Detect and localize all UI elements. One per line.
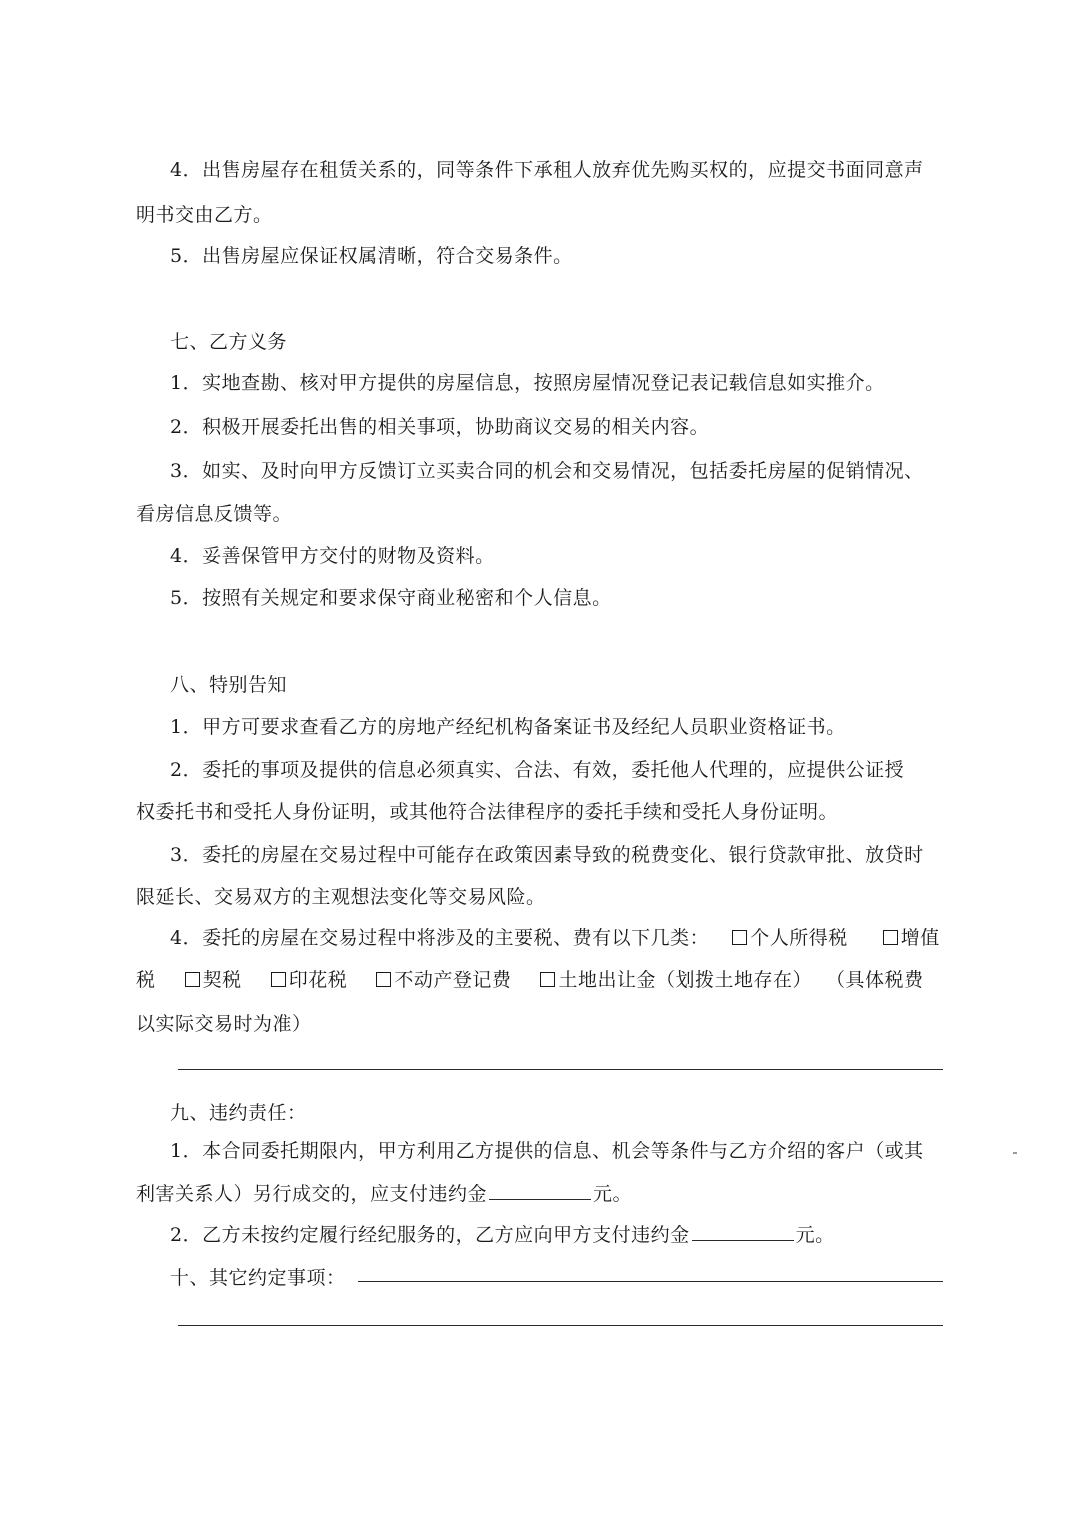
checkbox-icon [185, 972, 200, 987]
other-terms-field-line2[interactable] [178, 1325, 943, 1326]
section-10-title: 十、其它约定事项： [170, 1267, 346, 1289]
checkbox-deed-tax[interactable] [185, 969, 242, 991]
s9-item1-suffix: 元。 [593, 1183, 633, 1205]
section-7-title: 七、乙方义务 [170, 331, 288, 353]
s9-item1-line2 [136, 1181, 632, 1207]
s7-item3-line1: 3．如实、及时向甲方反馈订立买卖合同的机会和交易情况，包括委托房屋的促销情况、 [170, 460, 924, 482]
checkbox-registration-fee[interactable] [376, 969, 511, 991]
s8-item3-line2: 限延长、交易双方的主观想法变化等交易风险。 [136, 886, 546, 908]
checkbox-label: 增值 [900, 927, 940, 949]
s9-item1-line1: 1．本合同委托期限内，甲方利用乙方提供的信息、机会等条件与乙方介绍的客户（或其 [170, 1140, 924, 1162]
penalty-amount-field-1[interactable] [489, 1181, 591, 1200]
vat-label-continued: 税 [136, 969, 156, 991]
s7-item5: 5．按照有关规定和要求保守商业秘密和个人信息。 [170, 587, 612, 609]
checkbox-icon [271, 972, 286, 987]
checkbox-vat[interactable] [883, 927, 940, 949]
other-terms-field-line1[interactable] [358, 1281, 943, 1282]
s8-item2-line2: 权委托书和受托人身份证明，或其他符合法律程序的委托手续和受托人身份证明。 [136, 801, 839, 823]
s9-item2-prefix: 2．乙方未按约定履行经纪服务的，乙方应向甲方支付违约金 [170, 1224, 690, 1246]
checkbox-label: 个人所得税 [750, 927, 848, 949]
s6-item4-line2: 明书交由乙方。 [136, 204, 273, 226]
checkbox-label: 印花税 [288, 969, 348, 991]
s6-item5: 5．出售房屋应保证权属清晰，符合交易条件。 [170, 245, 573, 267]
s8-item4-line1 [170, 925, 940, 951]
tax-note-part2: 以实际交易时为准） [136, 1013, 312, 1035]
checkbox-icon [883, 930, 898, 945]
checkbox-land-transfer-fee[interactable] [540, 969, 812, 991]
s9-item2-suffix: 元。 [795, 1224, 835, 1246]
checkbox-icon [732, 930, 747, 945]
s9-item2 [170, 1222, 835, 1248]
s8-item2-line1: 2．委托的事项及提供的信息必须真实、合法、有效，委托他人代理的，应提供公证授 [170, 759, 905, 781]
penalty-amount-field-2[interactable] [692, 1222, 794, 1241]
scan-speck [1013, 1152, 1017, 1154]
checkbox-label: 土地出让金（划拨土地存在） [558, 969, 812, 991]
checkbox-label: 不动产登记费 [394, 969, 512, 991]
s7-item2: 2．积极开展委托出售的相关事项，协助商议交易的相关内容。 [170, 416, 710, 438]
checkbox-icon [376, 972, 391, 987]
s7-item4: 4．妥善保管甲方交付的财物及资料。 [170, 545, 495, 567]
checkbox-label: 契税 [202, 969, 242, 991]
s6-item4-line1: 4．出售房屋存在租赁关系的，同等条件下承租人放弃优先购买权的，应提交书面同意声 [170, 159, 924, 181]
s8-item4-line2 [136, 967, 812, 993]
checkbox-personal-income-tax[interactable] [732, 927, 848, 949]
tax-note-part1: （具体税费 [826, 969, 924, 991]
section-9-title: 九、违约责任： [170, 1102, 307, 1124]
s7-item3-line2: 看房信息反馈等。 [136, 503, 293, 525]
checkbox-stamp-tax[interactable] [271, 969, 348, 991]
s8-item3-line1: 3．委托的房屋在交易过程中可能存在政策因素导致的税费变化、银行贷款审批、放贷时 [170, 844, 924, 866]
s9-item1-prefix: 利害关系人）另行成交的，应支付违约金 [136, 1183, 488, 1205]
s8-item1: 1．甲方可要求查看乙方的房地产经纪机构备案证书及经纪人员职业资格证书。 [170, 716, 846, 738]
divider-line [178, 1069, 943, 1070]
checkbox-icon [540, 972, 555, 987]
s8-item4-intro: 4．委托的房屋在交易过程中将涉及的主要税、费有以下几类： [170, 927, 710, 949]
section-8-title: 八、特别告知 [170, 674, 288, 696]
s7-item1: 1．实地查勘、核对甲方提供的房屋信息，按照房屋情况登记表记载信息如实推介。 [170, 372, 885, 394]
